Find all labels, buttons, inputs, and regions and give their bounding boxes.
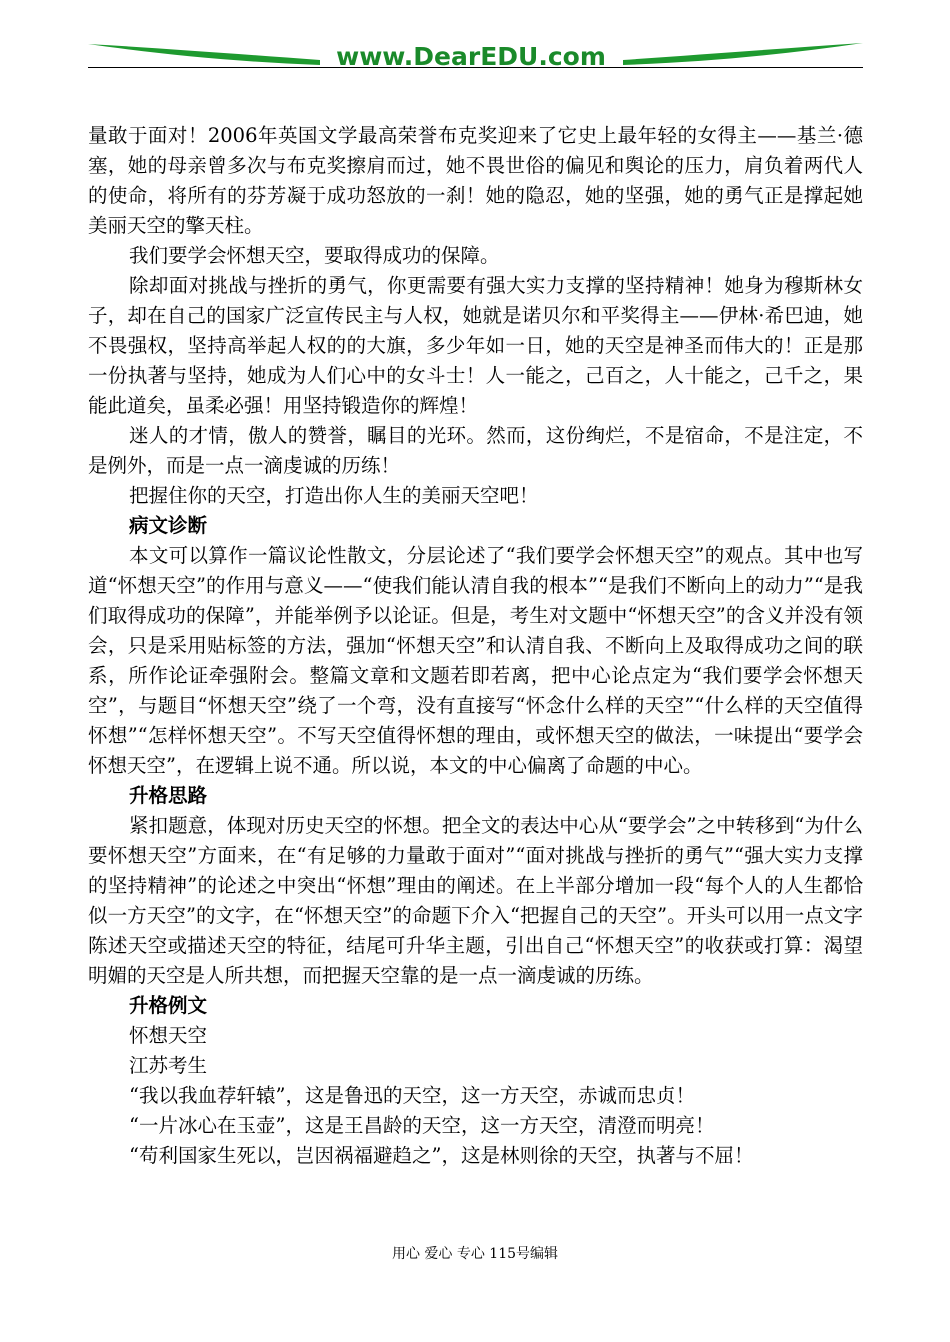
section-heading-diagnosis: 病文诊断 — [129, 514, 208, 537]
site-name: www.DearEDU.com — [336, 42, 606, 71]
paragraph: 本文可以算作一篇议论性散文，分层论述了“我们要学会怀想天空”的观点。其中也写道“怀想天空”的作用与意义——“使我们能认清自我的根本”“是我们不断向上的动力”“是我们取得成功的保障”，并能举例予以论证。但是，考生对文题中“怀想天空”的含义并没有领会，只是采用贴标签的方法，强加“怀想天空”和认清自我、不断向上及取得成功之间的联系，所作论证牵强附会。整篇文章和文题若即若离，把中心论点定为“我们要学会怀想天空”，与题目“怀想天空”绕了一个弯，没有直接写“怀念什么样的天空”“什么样的天空值得怀想”“怎样怀想天空”。不写天空值得怀想的理由，或怀想天空的做法，一味提出“要学会怀想天空”，在逻辑上说不通。所以说，本文的中心偏离了命题的中心。 — [88, 544, 863, 777]
essay-author: 江苏考生 — [129, 1054, 208, 1077]
section-heading-upgrade-example: 升格例文 — [129, 994, 208, 1017]
section-heading-upgrade-approach: 升格思路 — [129, 784, 208, 807]
paragraph-continued: 量敢于面对！2006年英国文学最高荣誉布克奖迎来了它史上最年轻的女得主——基兰·德塞，她的母亲曾多次与布克奖擦肩而过，她不畏世俗的偏见和舆论的压力，肩负着两代人的使命，将所有的芬芳凝于成功怒放的一刹！她的隐忍，她的坚强，她的勇气正是撑起她美丽天空的擎天柱。 — [88, 124, 863, 237]
paragraph: 我们要学会怀想天空，要取得成功的保障。 — [129, 244, 500, 267]
page-footer: 用心 爱心 专心 115号编辑 — [391, 1246, 559, 1262]
paragraph: 把握住你的天空，打造出你人生的美丽天空吧！ — [129, 484, 539, 507]
paragraph: 除却面对挑战与挫折的勇气，你更需要有强大实力支撑的坚持精神！她身为穆斯林女子，却在自己的国家广泛宣传民主与人权，她就是诺贝尔和平奖得主——伊林·希巴迪，她不畏强权，坚持高举起人权的的大旗，多少年如一日，她的天空是神圣而伟大的！正是那一份执著与坚持，她成为人们心中的女斗士！人一能之，己百之，人十能之，己千之，果能此道矣，虽柔必强！用坚持锻造你的辉煌！ — [88, 274, 863, 417]
header-rule — [88, 67, 863, 68]
paragraph: “一片冰心在玉壶”，这是王昌龄的天空，这一方天空，清澄而明亮！ — [129, 1114, 715, 1137]
paragraph: “苟利国家生死以，岂因祸福避趋之”，这是林则徐的天空，执著与不屈！ — [129, 1144, 754, 1167]
paragraph: 迷人的才情，傲人的赞誉，瞩目的光环。然而，这份绚烂，不是宿命，不是注定，不是例外，而是一点一滴虔诚的历练！ — [88, 424, 863, 477]
essay-title: 怀想天空 — [129, 1024, 208, 1047]
paragraph: “我以我血荐轩辕”，这是鲁迅的天空，这一方天空，赤诚而忠贞！ — [129, 1084, 695, 1107]
document-body — [88, 121, 863, 1171]
paragraph: 紧扣题意，体现对历史天空的怀想。把全文的表达中心从“要学会”之中转移到“为什么要怀想天空”方面来，在“有足够的力量敢于面对”“面对挑战与挫折的勇气”“强大实力支撑的坚持精神”的论述之中突出“怀想”理由的阐述。在上半部分增加一段“每个人的人生都恰似一方天空”的文字，在“怀想天空”的命题下介入“把握自己的天空”。开头可以用一点文字陈述天空或描述天空的特征，结尾可升华主题，引出自己“怀想天空”的收获或打算：渴望明媚的天空是人所共想，而把握天空靠的是一点一滴虔诚的历练。 — [88, 814, 863, 987]
